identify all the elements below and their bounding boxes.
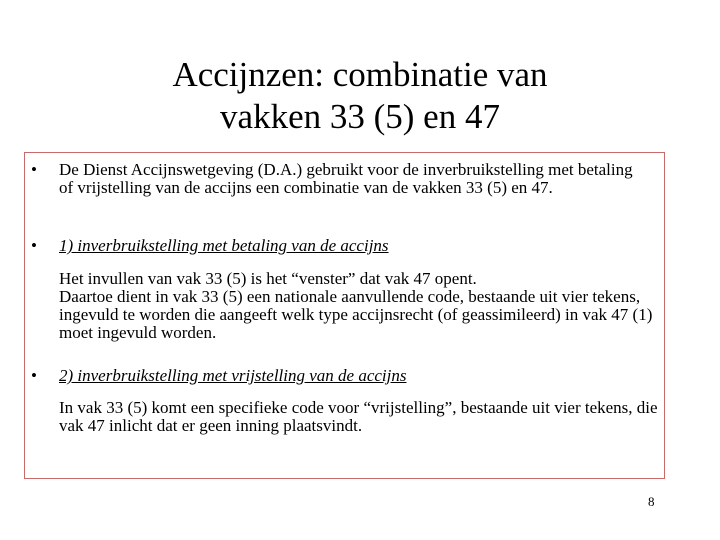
bullet-text: De Dienst Accijnswetgeving (D.A.) gebruikt voor de inverbruikstelling met betaling of vrijstelling van de accijns een combinatie van de vakken 33 (5) en 47. (59, 160, 633, 197)
slide-title (0, 54, 720, 138)
paragraph-betaling (59, 270, 659, 342)
bullet-item-intro (31, 161, 651, 197)
content-box (24, 152, 665, 479)
slide-title-line-1: Accijnzen: combinatie van (172, 55, 548, 94)
paragraph-line: In vak 33 (5) komt een specifieke code voor “vrijstelling”, bestaande uit vier tekens, die vak 47 inlicht dat er geen inning plaatsvindt. (59, 398, 658, 435)
bullet-heading: 1) inverbruikstelling met betaling van de accijns (59, 236, 389, 255)
slide-title-line-2: vakken 33 (5) en 47 (220, 97, 500, 136)
paragraph-line: Daartoe dient in vak 33 (5) een nationale aanvullende code, bestaande uit vier tekens, ingevuld te worden die aangeeft welk type accijnsrecht (of geassimileerd) in vak 47 (1) moet ingevuld worden. (59, 287, 653, 342)
page-number: 8 (648, 494, 655, 509)
bullet-marker: • (31, 236, 37, 255)
bullet-heading: 2) inverbruikstelling met vrijstelling van de accijns (59, 366, 407, 385)
bullet-marker: • (31, 366, 37, 385)
bullet-marker: • (31, 160, 37, 179)
paragraph-vrijstelling (59, 399, 659, 435)
bullet-item-vrijstelling (31, 367, 651, 385)
paragraph-line: Het invullen van vak 33 (5) is het “venster” dat vak 47 opent. (59, 269, 477, 288)
bullet-item-betaling (31, 237, 651, 255)
